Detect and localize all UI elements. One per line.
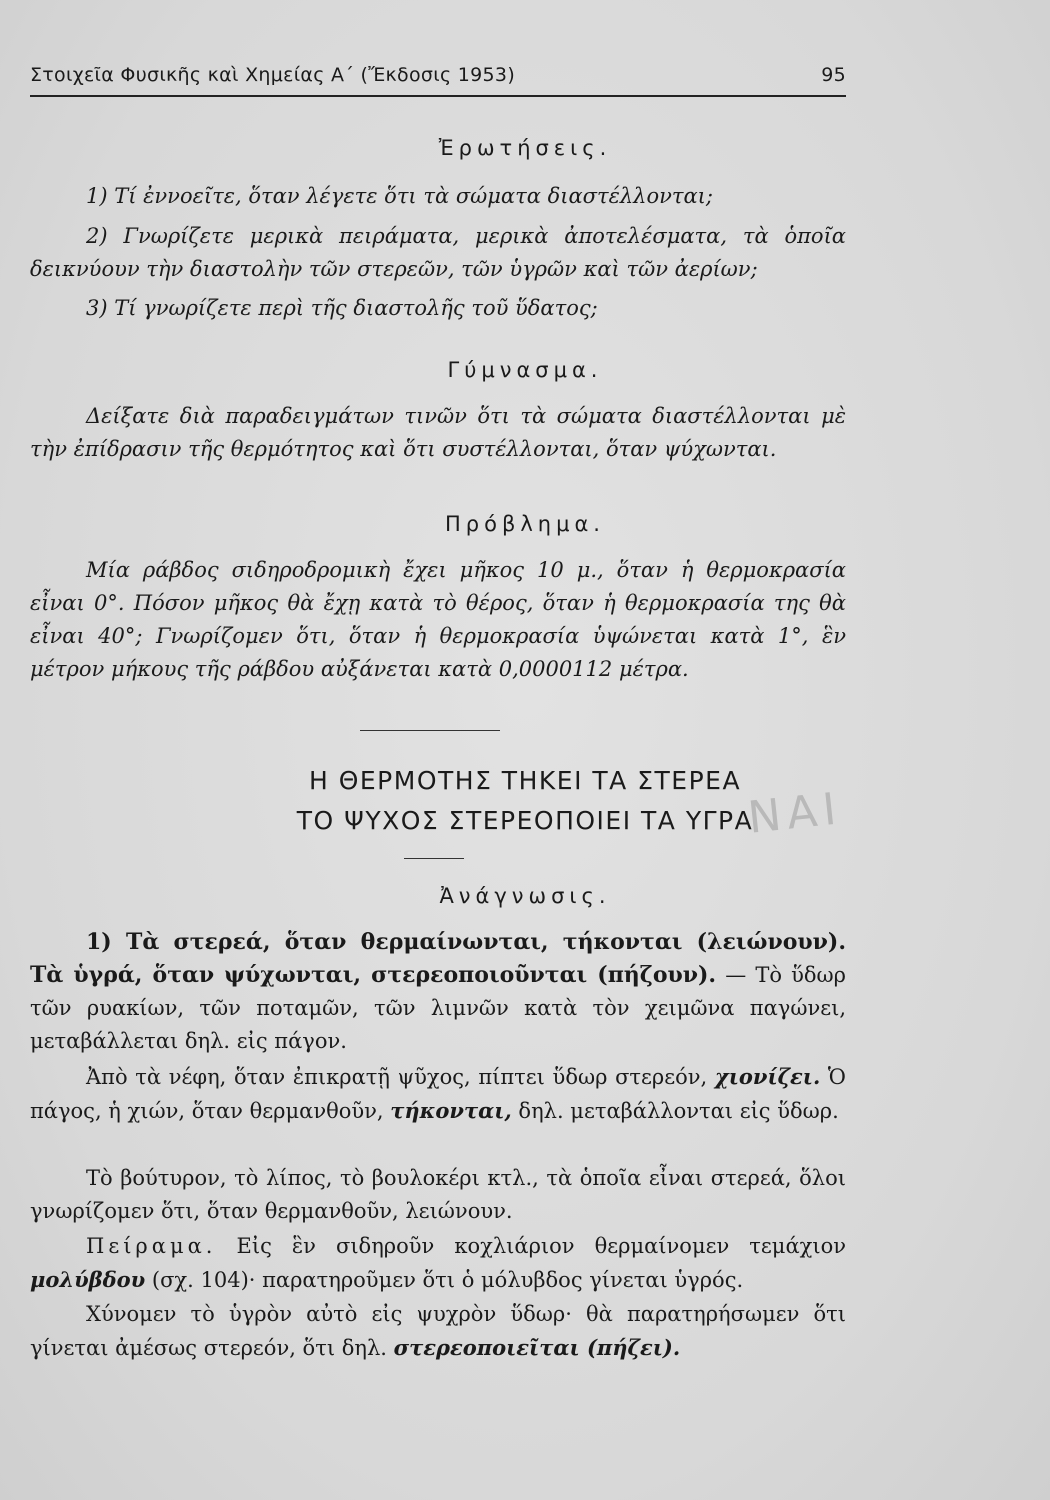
question-2 (30, 220, 846, 286)
question-3-text: 3) Τί γνωρίζετε περὶ τῆς διαστολῆς τοῦ ὕδατος; (86, 296, 598, 320)
header-title: Στοιχεῖα Φυσικῆς καὶ Χημείας Α΄ (Ἔκδοσις 1953) (30, 64, 516, 86)
reading-p2-c: Ὁ πάγος, ἡ χιών, ὅταν θερμανθοῦν, (30, 1065, 846, 1123)
header-rule (30, 95, 846, 97)
questions-heading: Ἐρωτήσεις. (438, 136, 612, 160)
exercise-body: Δείξατε διὰ παραδειγμάτων τινῶν ὅτι τὰ σώματα διαστέλλονται μὲ τὴν ἐπίδρασιν τῆς θερμότητος καὶ ὅτι συστέλλονται, ὅταν ψύχωνται. (30, 404, 846, 461)
separator-line (360, 730, 500, 731)
reading-p2-b: χιονίζει. (714, 1064, 821, 1089)
title-underline (404, 858, 464, 859)
reading-paragraph-5 (30, 1298, 846, 1365)
page-number: 95 (821, 64, 846, 86)
problem-body: Μία ράβδος σιδηροδρομικὴ ἔχει μῆκος 10 μ., ὅταν ἡ θερμοκρασία εἶναι 0°. Πόσον μῆκος θὰ ἔχῃ κατὰ τὸ θέρος, ὅταν ἡ θερμοκρασία της θὰ εἶναι 40°; Γνωρίζομεν ὅτι, ὅταν ἡ θερμοκρασία ὑψώνεται κατὰ 1°, ἓν μέτρον μήκους τῆς ράβδου αὐξάνεται κατὰ 0,0000112 μέτρα. (30, 558, 846, 681)
faded-stamp: ΝΑΙ (745, 783, 845, 844)
exercise-text (30, 400, 846, 466)
reading-paragraph-1 (30, 926, 846, 1058)
reading-paragraph-3 (30, 1162, 846, 1228)
question-3 (30, 292, 846, 325)
reading-paragraph-4 (30, 1230, 846, 1297)
reading-paragraph-2 (30, 1060, 846, 1128)
section-title-line-1: Η ΘΕΡΜΟΤΗΣ ΤΗΚΕΙ ΤΑ ΣΤΕΡΕΑ (308, 766, 742, 795)
running-header (30, 64, 850, 94)
problem-text (30, 554, 846, 686)
reading-p5-a: Χύνομεν τὸ ὑγρὸν αὐτὸ εἰς ψυχρὸν ὕδωρ· θὰ παρατηρήσωμεν ὅτι γίνεται ἀμέσως στερεόν, ὅτι δηλ. (30, 1302, 846, 1360)
reading-p1-rest: — Τὸ ὕδωρ τῶν ρυακίων, τῶν ποταμῶν, τῶν λιμνῶν κατὰ τὸν χειμῶνα παγώνει, μεταβάλλεται δηλ. εἰς πάγον. (30, 963, 846, 1053)
reading-p1-lead: 1) Τὰ στερεά, ὅταν θερμαίνωνται, τήκονται (λειώνουν). Τὰ ὑγρά, ὅταν ψύχωνται, στερεοποιοῦνται (πήζουν). (30, 929, 846, 988)
exercise-heading: Γύμνασμα. (447, 358, 603, 382)
reading-p2-d: τήκονται, (390, 1098, 512, 1123)
reading-p4-a: Πείραμα. (86, 1234, 217, 1258)
reading-p4-b: Εἰς ἓν σιδηροῦν κοχλιάριον θερμαίνομεν τεμάχιον (216, 1234, 846, 1258)
reading-p3: Τὸ βούτυρον, τὸ λίπος, τὸ βουλοκέρι κτλ., τὰ ὁποῖα εἶναι στερεά, ὅλοι γνωρίζομεν ὅτι, ὅταν θερμανθοῦν, λειώνουν. (30, 1166, 846, 1223)
problem-heading: Πρόβλημα. (445, 512, 605, 536)
question-1-text: 1) Τί ἐννοεῖτε, ὅταν λέγετε ὅτι τὰ σώματα διαστέλλονται; (86, 184, 713, 208)
reading-heading: Ἀνάγνωσις. (439, 884, 611, 908)
reading-p2-a: Ἀπὸ τὰ νέφη, ὅταν ἐπικρατῇ ψῦχος, πίπτει ὕδωρ στερεόν, (86, 1065, 715, 1089)
question-2-text: 2) Γνωρίζετε μερικὰ πειράματα, μερικὰ ἀποτελέσματα, τὰ ὁποῖα δεικνύουν τὴν διαστολὴν τῶν στερεῶν, τῶν ὑγρῶν καὶ τῶν ἀερίων; (30, 224, 846, 281)
reading-p4-c: μολύβδου (30, 1267, 146, 1292)
question-1 (30, 180, 846, 213)
reading-p4-d: (σχ. 104)· παρατηροῦμεν ὅτι ὁ μόλυβδος γίνεται ὑγρός. (145, 1268, 744, 1292)
section-title-line-2: ΤΟ ΨΥΧΟΣ ΣΤΕΡΕΟΠΟΙΕΙ ΤΑ ΥΓΡΑ (296, 806, 754, 835)
reading-p5-b: στερεοποιεῖται (πήζει). (393, 1335, 681, 1360)
reading-p2-e: δηλ. μεταβάλλονται εἰς ὕδωρ. (511, 1099, 839, 1123)
